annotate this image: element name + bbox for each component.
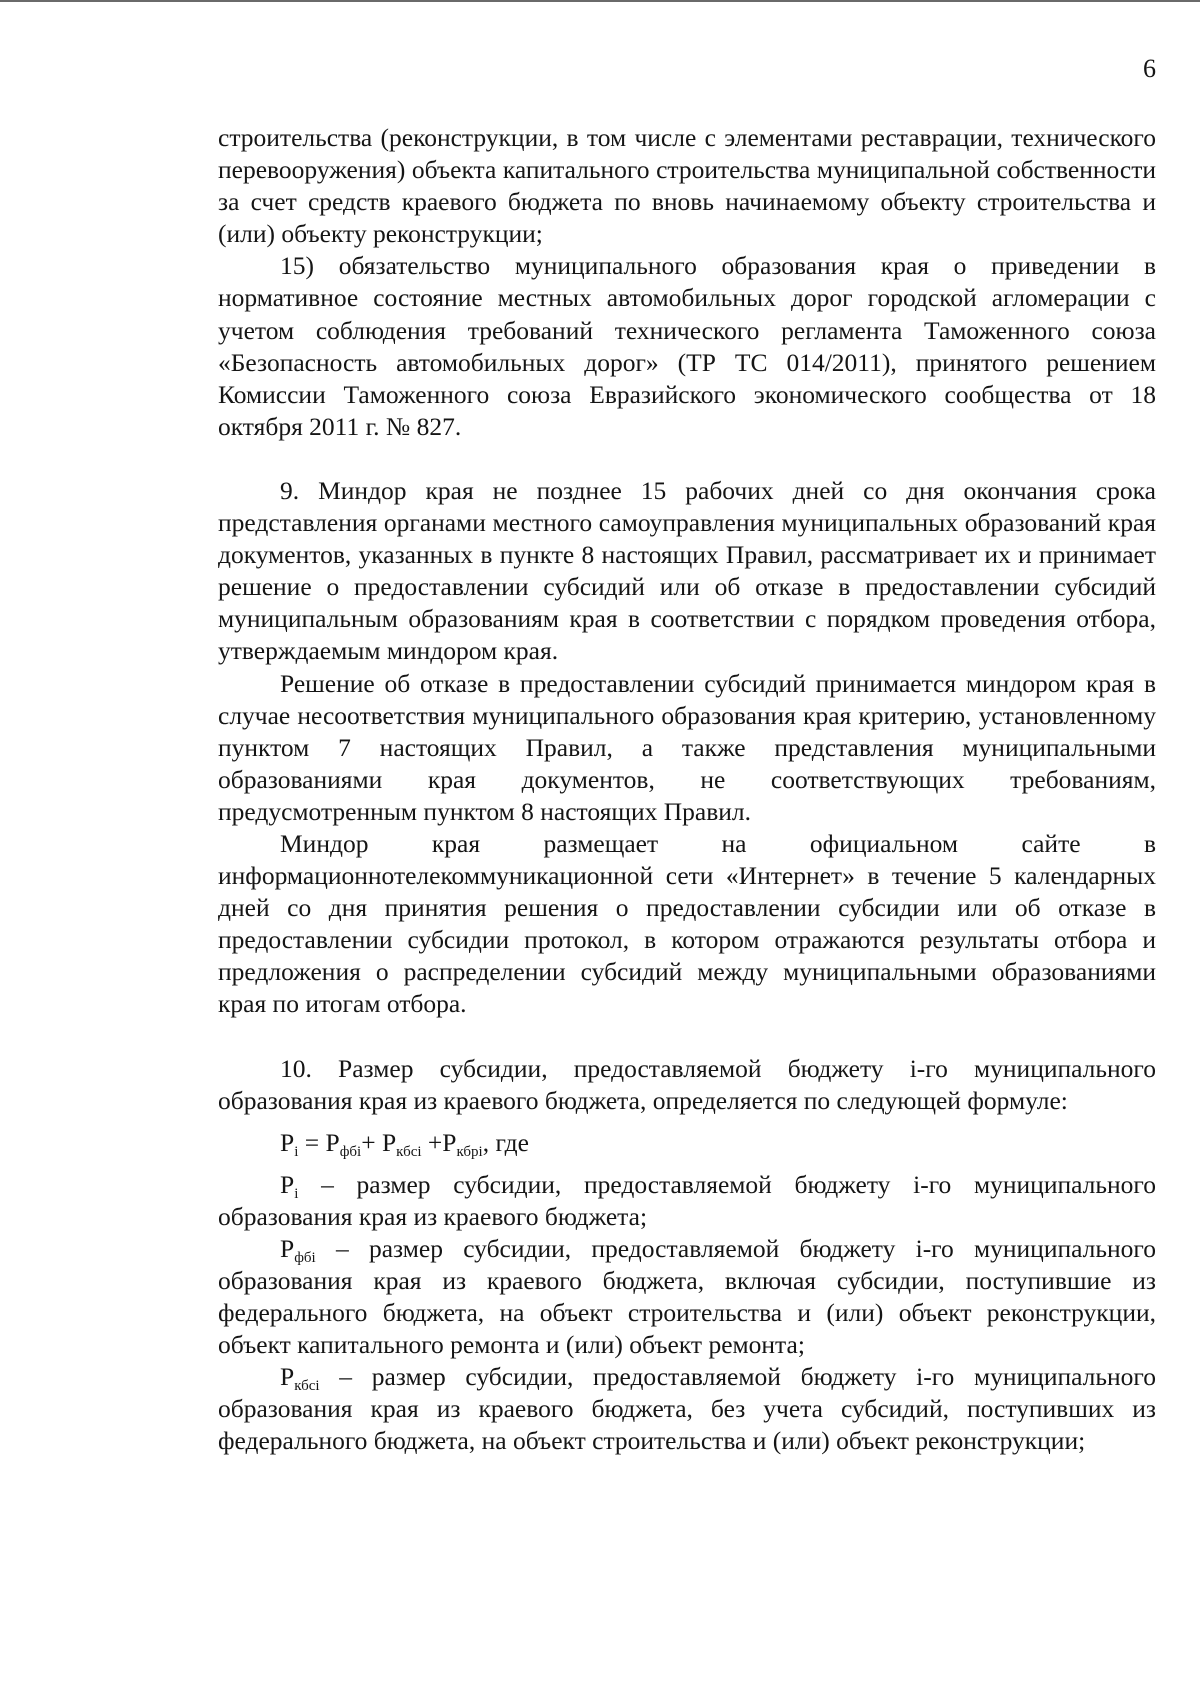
paragraph-spacer — [218, 1021, 1156, 1053]
paragraph-section-10: 10. Размер субсидии, предоставляемой бюджету i-го муниципального образования края из краевого бюджета, определяется по следующей формуле: — [218, 1053, 1156, 1115]
paragraph-item-15: 15) обязательство муниципального образования края о приведении в нормативное состояние местных автомобильных дорог городской агломерации с учетом соблюдения требований технического регламента Таможенного союза «Безопасность автомобильных дорог» (ТР ТС 014/2011), принятого решением Комиссии Таможенного союза Евразийского экономического сообщества от 18 октября 2011 г. № 827. — [218, 251, 1156, 441]
definition-pkbsi: $P_{кбсi}$ – размер субсидии, предоставляемой бюджету i-го муниципального образования края из краевого бюджета, без учета субсидий, поступивших из федерального бюджета, на объект строительства и (или) объект реконструкции; — [218, 1362, 1156, 1456]
page-number: 6 — [1143, 54, 1156, 83]
subsidy-formula: $P_i = P_{фбi}+ P_{кбсi} +P_{кбрi}$, где — [280, 1127, 529, 1160]
paragraph-publication: Миндор края размещает на официальном сайте в информационнотелекоммуникационной сети «Интернет» в течение 5 календарных дней со дня принятия решения о предоставлении субсидии или об отказе в предоставлении субсидии протокол, в котором отражаются результаты отбора и предложения о распределении субсидий между муниципальными образованиями края по итогам отбора. — [218, 828, 1156, 1019]
document-body — [218, 122, 1156, 1458]
paragraph-spacer — [218, 443, 1156, 475]
definition-pi: $P_i$ – размер субсидии, предоставляемой бюджету i-го муниципального образования края из краевого бюджета; — [218, 1169, 1156, 1231]
paragraph-refusal-decision: Решение об отказе в предоставлении субсидий принимается миндором края в случае несоответствия муниципального образования края критерию, установленному пунктом 7 настоящих Правил, а также представления муниципальными образованиями края документов, не соответствующих требованиям, предусмотренным пунктом 8 настоящих Правил. — [218, 668, 1156, 826]
definition-pfbi: $P_{фбi}$ – размер субсидии, предоставляемой бюджету i-го муниципального образования края из краевого бюджета, включая субсидии, поступившие из федерального бюджета, на объект строительства и (или) объект реконструкции, объект капитального ремонта и (или) объект ремонта; — [218, 1233, 1156, 1360]
page-top-border — [0, 0, 1200, 2]
paragraph-continuation: строительства (реконструкции, в том числе с элементами реставрации, технического перевооружения) объекта капитального строительства муниципальной собственности за счет средств краевого бюджета по вновь начинаемому объекту строительства и (или) объекту реконструкции; — [218, 123, 1156, 249]
paragraph-section-9: 9. Миндор края не позднее 15 рабочих дней со дня окончания срока представления органами местного самоуправления муниципальных образований края документов, указанных в пункте 8 настоящих Правил, рассматривает их и принимает решение о предоставлении субсидий или об отказе в предоставлении субсидий муниципальным образованиям края в соответствии с порядком проведения отбора, утверждаемым миндором края. — [218, 475, 1156, 666]
formula-lhs: P — [280, 1127, 295, 1157]
